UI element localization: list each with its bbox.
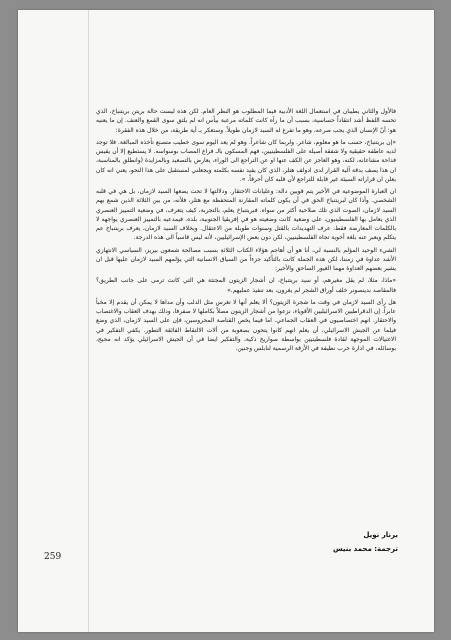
translator-credit: ترجمة: محمد بنيس bbox=[333, 545, 398, 553]
paragraph-3: ان العبارة الموضوعية في الأخير يتم قويين دالة: وعليانات الاحتقار. ودلالتها لا تحت يضعها السيد لازمان، بل هي في قلبه الشخصي. وأذا كان لبريتنباخ الحق في أن يكون كلماته المقارنة المتحفظة مع هتلر، فلأنه، من بين الثلاثة الذين شمع بهم السيد لازمان، الصوت الذي تلك صلاحية أكثر من سواه. فبريتنباخ يعلم، بالتجربة، كيف يتعرف، في وضعية التمييز العنصري الذي يعامل بها الفلسطينيون، على وضعية كانت وضعيته هو في إفريقيا الجنوبية، بلده. فيمدعيه بالتمييز العنصري يواجهه لا بالكلمات المعارضة فقط، عرف التهديدات بالقتل وسنوات طويلة من الاعتقال. وبخلاف السيد لازمان، يعرف بريتنباخ عم يتكلم ويعبر عنه بلغة أخوية تجاه الفلسطينيين، لكن دون بعض الإسرائيليين، لأنه ليس قاسياً الى هذه الدرجة. bbox=[96, 188, 396, 242]
author-name: برنار نويل bbox=[363, 531, 398, 539]
paragraph-2-quote: «إن بريتنباخ، حسب ما هو معلوم، شاعر. ولربما كان شاعراً. وهو لم يعد اليوم سوى خطيب متصنع تأخذه المبالغة. فلا توجد لديه عاطفة حقيقية ولا شفقة أصيلة على الفلسطينيين، فهم المسكون بالـ فراغ المصاب بوسواسه. لا يستطيع إلا أن يقيس فداحة مشاعانه، لكنه، وهو العاجز عن الكف عنها او عن التراجع الى الوراء، يعارض بالتصعيد وبالمزايدة (وانطلق بالمناسبة، ان هذا يصف بدقة آلية القرار لدى ادولف هتلر، الذي كان يفيد نفسه بكلمته ويجعلني لمستقبل على هذا النحو، يعني انه كان يعلن ان قراراته السيئة غير قابلة للتراجع لأن قلبه كان أحرقاً. ». bbox=[96, 138, 396, 183]
page-number: 259 bbox=[44, 552, 62, 562]
paragraph-1: فالأول والثاني يطيبان في استعمال اللغة الأدبية فيما المطلوب هو النظر العام. لكن هذه ليست حالة بريتن بريتنباخ، الذي تحسه اللفظ أشد انتقاداً حساسية، بسبب أن ما رآه كانت كلماته مرعبة بيأس انه لم يلتق سوى القمع والعنف. إن ما يعنيه هو: أنّ الإنسان الذي يجب صرعه، وهو ما تفرغ له السيد لازمان طويلاً. وستعكر بـ أية طريقة، من خلال هذه الفقرة: bbox=[96, 108, 396, 134]
page-gutter-line bbox=[88, 10, 89, 632]
article-body bbox=[96, 107, 396, 356]
book-page bbox=[18, 10, 434, 632]
paragraph-6: هل رأى السيد لازمان في وقت ما شجرة الزيتون؟ ألا يعلم أنها لا تغرس مثل الدلب وأن مداها لا يمكن أن يقدم إلا مخبأ عابراً. إن الدقراطيين الاسرائيليين الأقوياء، نزعوا من أشجار الزيتون مصلاً بكاملها لا صفرفا، ودلك بهدف العقاب والاغتصاب والاحتقار. انهم اختصاصيون في العقاب الجماعي. اما فيما يخص القناصة المحروسين، فإن على السيد لازمان، الذي وضع فيلما عن الجيش الاسرائيلي، أن يعلم انهم كانوا يتحون بصعوبة من ألات الالتقاط الفائقة التطور. يكفي التفكير في الاغتيالات الموجهة لقادة فلسطينيين بواسطة صواريخ ذكية، والتفكير ايضا في أن الجيش الاسرائيلي يؤكد انه محيج، بوسائله، في ادارة حرب نظيفة في الأزقة الرسمية لنابلس وجنين. bbox=[96, 298, 396, 352]
paragraph-4: الشيء الوحيد المؤلم بالنسبة لي، أنا هو أن أهاجم هؤلاء الكتاب الثلاثة بسبب مصالحة شمعون بيريز، السياسي الانتهازي الأشد عداوة في زمننا، لكن هذه الجملة كانت بالتأكيد جزءاً من السياق الانسانية التي يؤلمهم السيد لازمان عليها قبل ان يشير بعضهم العداوة مهما الغيور الساحق والأخير: bbox=[96, 246, 396, 272]
signature-block bbox=[333, 528, 398, 556]
paragraph-5-quote: «ماذا، مثلا، لم يقل مغيرهم، أو سيد بريتنباخ، ان أشجار الزيتون المجتثة هي التي كانت ترمى على جانب الطريق؟ فالمقاصد بدينصونر خلف أوراق الشجر لم يغرون، بعد تنفيذ عمليهم.» bbox=[96, 277, 396, 294]
